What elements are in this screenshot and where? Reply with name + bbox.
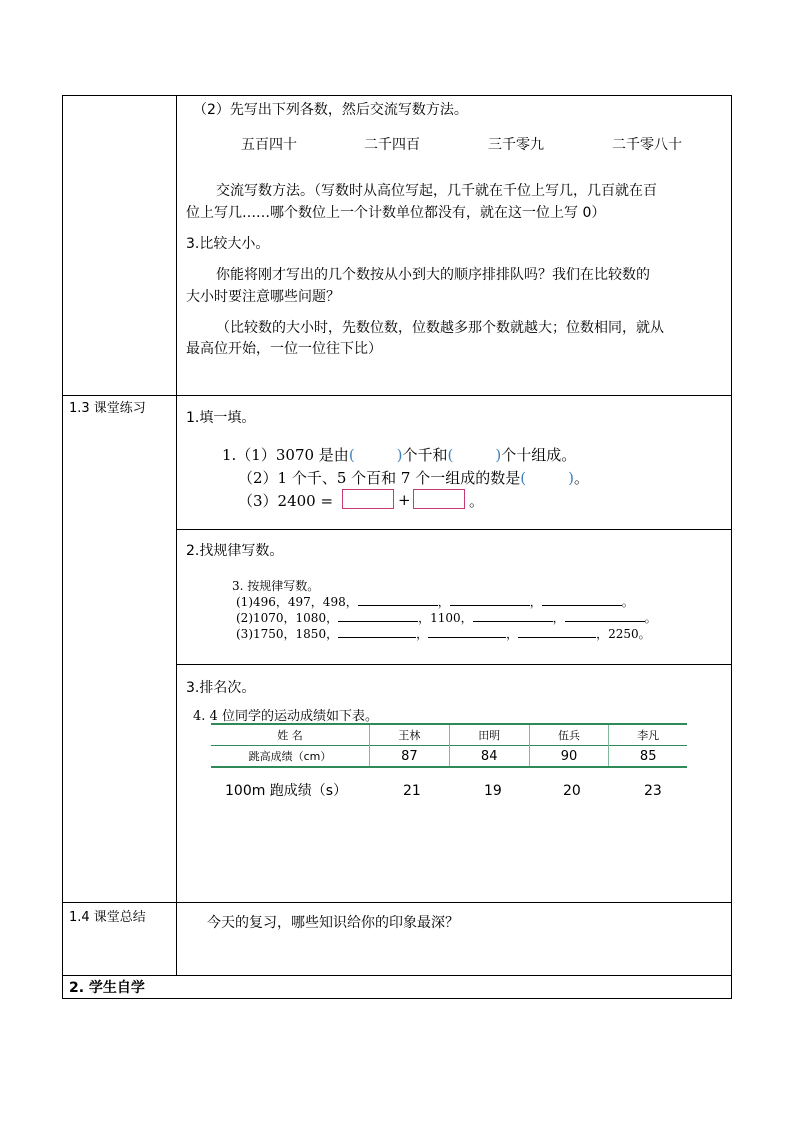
blank-line[interactable]: [542, 594, 622, 606]
period: 。: [621, 595, 634, 609]
practice-label: 1.3 课堂练习: [69, 401, 146, 416]
answer-box[interactable]: [342, 489, 394, 509]
run-value: 23: [644, 783, 662, 799]
lesson-table: [62, 95, 732, 999]
row-divider: [176, 529, 732, 530]
blank-line[interactable]: [473, 610, 553, 622]
fill-q1-text: 1.（1）3070 是由: [222, 446, 349, 464]
open-paren: (: [447, 446, 454, 464]
table-cell: 姓 名: [211, 724, 370, 746]
close-paren: ): [396, 446, 403, 464]
blank-line[interactable]: [518, 626, 596, 638]
number-word: 二千零八十: [612, 137, 682, 153]
pattern-text: (1)496，497，498，: [236, 595, 358, 609]
comma: ，: [506, 627, 519, 641]
table-cell: 伍兵: [529, 724, 609, 746]
table-cell: 跳高成绩（cm）: [211, 746, 370, 768]
compare-question: 你能将刚才写出的几个数按从小到大的顺序排排队吗？我们在比较数的: [216, 267, 650, 283]
open-paren: (: [520, 469, 527, 487]
fill-title: 1.填一填。: [186, 410, 256, 426]
pattern-head: 3. 按规律写数。: [232, 579, 320, 593]
score-table: [211, 723, 687, 768]
compare-title: 3.比较大小。: [186, 236, 270, 252]
fill-q1: [222, 446, 576, 464]
compare-answer: （比较数的大小时，先数位数，位数越多那个数就越大；位数相同，就从: [216, 320, 664, 336]
run-value: 19: [484, 783, 502, 799]
summary-question: 今天的复习，哪些知识给你的印象最深？: [207, 915, 459, 931]
method-text: 交流写数方法。（写数时从高位写起，几千就在千位上写几，几百就在百: [216, 183, 657, 199]
blank-line[interactable]: [565, 610, 645, 622]
plus-sign: +: [398, 491, 411, 509]
pattern-text: (3)1750，1850，: [236, 627, 339, 641]
row-divider: [62, 395, 732, 396]
blank-line[interactable]: [338, 626, 416, 638]
blank-line[interactable]: [428, 626, 506, 638]
table-row: [211, 746, 687, 768]
table-cell: 李凡: [609, 724, 687, 746]
pattern-title: 2.找规律写数。: [186, 543, 284, 559]
compare-answer: 最高位开始，一位一位往下比）: [186, 341, 382, 357]
self-study-label: 2. 学生自学: [69, 980, 145, 996]
table-cell: 84: [449, 746, 529, 768]
fill-q3-end: 。: [469, 492, 485, 510]
blank-line[interactable]: [358, 594, 438, 606]
comma: ，: [416, 627, 429, 641]
number-word: 三千零九: [488, 137, 544, 153]
pattern-text: (2)1070，1080，: [236, 611, 339, 625]
open-paren: (: [348, 446, 355, 464]
compare-question: 大小时要注意哪些问题？: [186, 289, 340, 305]
fill-q3: （3）2400 =: [238, 492, 334, 510]
rank-head: 4. 4 位同学的运动成绩如下表。: [193, 709, 378, 724]
blank-line[interactable]: [450, 594, 530, 606]
close-paren: ): [495, 446, 502, 464]
rank-title: 3.排名次。: [186, 680, 256, 696]
table-row: [211, 724, 687, 746]
close-paren: ): [568, 469, 574, 487]
blank-line[interactable]: [338, 610, 418, 622]
table-cell: 85: [609, 746, 687, 768]
column-divider: [176, 95, 177, 975]
pattern-text: ，1100，: [418, 611, 473, 625]
pattern-text: ，2250。: [596, 627, 651, 641]
number-word: 五百四十: [241, 137, 297, 153]
fill-q2-end: 。: [573, 469, 589, 487]
run-value: 21: [403, 783, 421, 799]
answer-box[interactable]: [413, 489, 465, 509]
table-cell: 王林: [370, 724, 450, 746]
comma: ，: [529, 595, 542, 609]
period: 。: [644, 611, 657, 625]
fill-q2: [238, 469, 589, 487]
row-divider: [62, 975, 732, 976]
run-label: 100m 跑成绩（s）: [225, 783, 348, 799]
method-text: 位上写几……哪个数位上一个计数单位都没有，就在这一位上写 0）: [186, 205, 606, 221]
row-divider: [176, 664, 732, 665]
table-cell: 田明: [449, 724, 529, 746]
table-cell: 90: [529, 746, 609, 768]
pattern-row-3: [236, 625, 651, 643]
table-cell: 87: [370, 746, 450, 768]
fill-q2-text: （2）1 个千、5 个百和 7 个一组成的数是: [238, 469, 521, 487]
summary-label: 1.4 课堂总结: [69, 910, 146, 925]
fill-q1-text: 个十组成。: [501, 446, 577, 464]
q2-intro: （2）先写出下列各数，然后交流写数方法。: [193, 102, 468, 118]
number-word: 二千四百: [364, 137, 420, 153]
fill-q1-text: 个千和: [402, 446, 448, 464]
run-value: 20: [563, 783, 581, 799]
comma: ，: [552, 611, 565, 625]
row-divider: [62, 902, 732, 903]
comma: ，: [437, 595, 450, 609]
